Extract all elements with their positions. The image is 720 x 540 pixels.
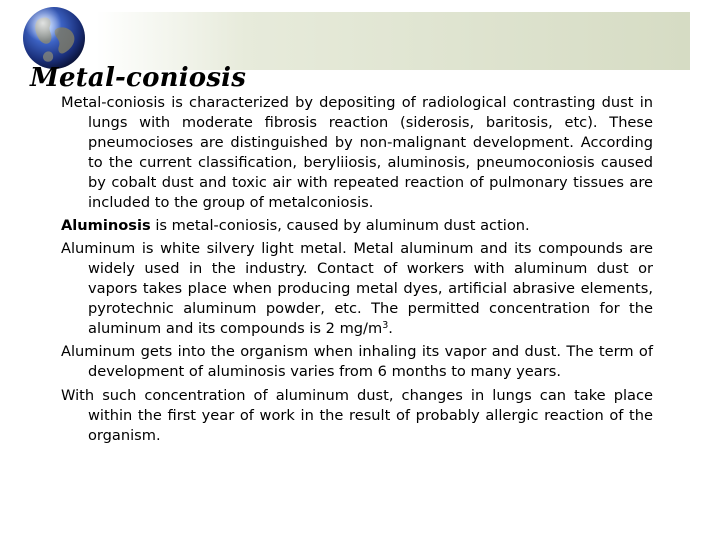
aluminum-properties-text: Aluminum is white silvery light metal. Metal aluminum and its compounds are widely used in the industry. Contact of workers with aluminum dust or vapors takes place when producing metal dyes, artificial abrasive elements, pyrotechnic aluminum powder, etc. The permitted concentration for the aluminum and its compounds is 2 mg/m [61, 240, 653, 337]
paragraph-aluminosis-definition [61, 216, 653, 236]
paragraph-metal-coniosis: Metal-coniosis is characterized by depositing of radiological contrasting dust in lungs with moderate fibrosis reaction (siderosis, baritosis, etc). These pneumocioses are distinguished by non-malignant development. According to the current classification, beryliiosis, aluminosis, pneumoconiosis caused by cobalt dust and toxic air with repeated reaction of pulmonary tissues are included to the group of metalconiosis. [61, 94, 653, 211]
aluminosis-definition-text: is metal-coniosis, caused by aluminum dust action. [150, 216, 530, 234]
paragraph-aluminum-properties [61, 239, 653, 339]
body-text [61, 93, 653, 449]
globe-icon [22, 6, 86, 70]
paragraph-concentration-effects: With such concentration of aluminum dust, changes in lungs can take place within the first year of work in the result of probably allergic reaction of the organism. [61, 386, 653, 444]
aluminum-properties-end: . [388, 319, 393, 337]
term-aluminosis: Aluminosis [61, 216, 151, 234]
paragraph-aluminum-entry: Aluminum gets into the organism when inhaling its vapor and dust. The term of development of aluminosis varies from 6 months to many years. [61, 343, 653, 381]
superscript-cubed: 3 [382, 319, 389, 331]
page-title: Metal-coniosis [30, 63, 247, 93]
